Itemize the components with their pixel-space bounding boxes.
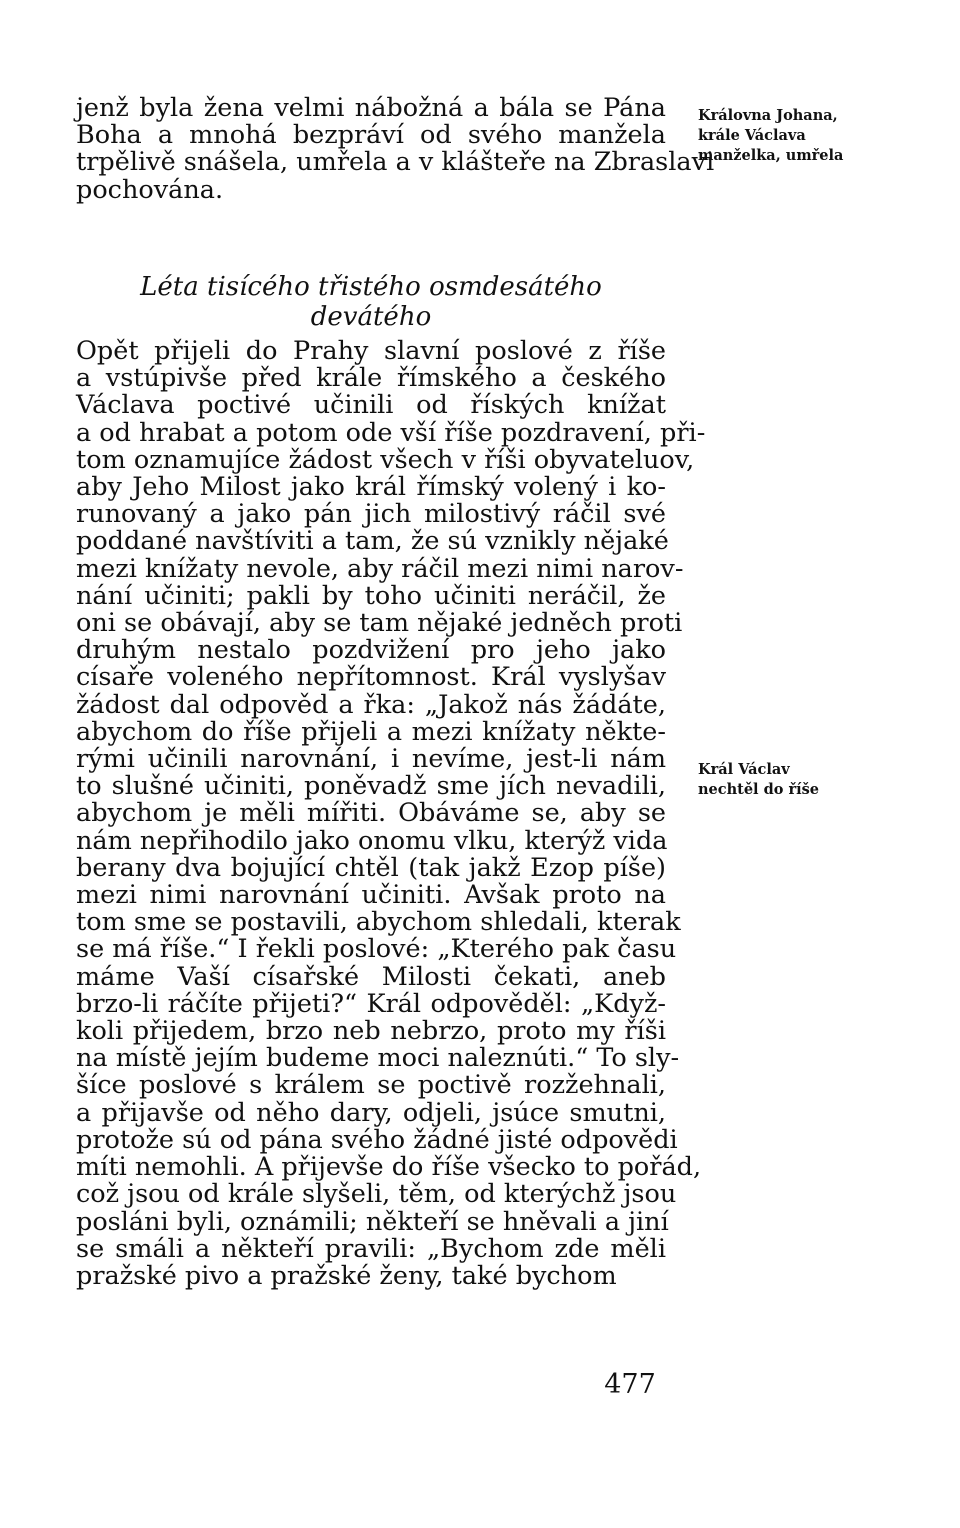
text-line: mezi nimi narovnání učiniti. Avšak proto na [76, 880, 666, 911]
text-line: runovaný a jako pán jich milostivý ráčil své [76, 499, 666, 530]
text-line: berany dva bojující chtěl (tak jakž Ezop píše) [76, 852, 666, 883]
text-line: abychom do říše přijeli a mezi knížaty někte- [76, 716, 666, 747]
page-number: 477 [604, 1369, 656, 1400]
text-line: abychom je měli mířiti. Obáváme se, aby se [76, 798, 666, 829]
text-line: Opět přijeli do Prahy slavní poslové z říše [76, 336, 666, 366]
text-line: to slušné učiniti, poněvadž sme jích nevadili, [76, 771, 666, 802]
text-line: a od hrabat a potom ode vší říše pozdravení, při- [76, 417, 706, 448]
text-line: tom sme se postavili, abychom shledali, kterak [76, 907, 681, 938]
text-line: a přijavše od něho dary, odjeli, jsúce smutni, [76, 1097, 666, 1128]
text-line: oni se obávají, aby se tam nějaké jedněch proti [76, 608, 683, 639]
text-line: trpělivě snášela, umřela a v klášteře na Zbraslavi [76, 147, 715, 178]
text-line: druhým nestalo pozdvižení pro jeho jako [76, 635, 666, 666]
text-line: rými učinili narovnání, i nevíme, jest-li nám [76, 744, 666, 775]
marginal-note-line: Král Václav [698, 761, 790, 778]
text-line: koli přijedem, brzo neb nebrzo, proto my říši [76, 1016, 666, 1047]
text-line: šíce poslové s králem se poctivě rozžehnali, [76, 1070, 666, 1101]
marginal-note-2 [698, 760, 819, 800]
text-line: brzo-li ráčíte přijeti?“ Král odpověděl: „Když- [76, 988, 666, 1019]
text-line: jenž byla žena velmi nábožná a bála se Pána [76, 93, 666, 123]
paragraph-2 [76, 336, 706, 1291]
text-line: což jsou od krále slyšeli, těm, od kterýchž jsou [76, 1179, 677, 1210]
text-line: žádost dal odpověd a řka: „Jakož nás žádáte, [76, 689, 666, 720]
text-line: na místě jejím budeme moci naleznúti.“ To sly- [76, 1043, 680, 1074]
section-heading: Léta tisícého třistého osmdesátého devátého [140, 272, 602, 332]
text-line: míti nemohli. A přijevše do říše všecko to pořád, [76, 1152, 702, 1183]
marginal-note-line: manželka, umřela [698, 147, 844, 164]
text-line: posláni byli, oznámili; někteří se hněvali a jiní [76, 1206, 669, 1237]
paragraph-1 [76, 93, 715, 205]
text-line: nám nepřihodilo jako onomu vlku, kterýž vida [76, 825, 668, 856]
marginal-note-line: Královna Johana, [698, 107, 838, 124]
text-line: máme Vaší císařské Milosti čekati, aneb [76, 961, 666, 992]
text-line: Boha a mnohá bezpráví od svého manžela [76, 120, 666, 151]
text-line: nání učiniti; pakli by toho učiniti neráčil, že [76, 580, 666, 611]
marginal-note-line: krále Václava [698, 127, 806, 144]
text-line: aby Jeho Milost jako král římský volený i ko- [76, 472, 666, 503]
text-line: pochována. [76, 174, 224, 205]
text-line: Václava poctivé učinili od říských knížat [76, 390, 666, 421]
marginal-note-1 [698, 106, 843, 166]
text-line: císaře voleného nepřítomnost. Král vyslyšav [76, 662, 666, 693]
text-line: pražské pivo a pražské ženy, také bychom [76, 1260, 617, 1291]
text-line: mezi knížaty nevole, aby ráčil mezi nimi narov- [76, 553, 684, 584]
text-line: tom oznamujíce žádost všech v říši obyvateluov, [76, 444, 695, 475]
text-line: se smáli a někteří pravili: „Bychom zde měli [76, 1233, 666, 1264]
text-line: protože sú od pána svého žádné jisté odpovědi [76, 1124, 678, 1155]
marginal-note-line: nechtěl do říše [698, 781, 820, 798]
text-line: a vstúpivše před krále římského a českého [76, 363, 666, 394]
text-line: poddané navštíviti a tam, že sú vznikly nějaké [76, 526, 669, 557]
text-line: se má říše.“ I řekli poslové: „Kterého pak času [76, 934, 677, 965]
